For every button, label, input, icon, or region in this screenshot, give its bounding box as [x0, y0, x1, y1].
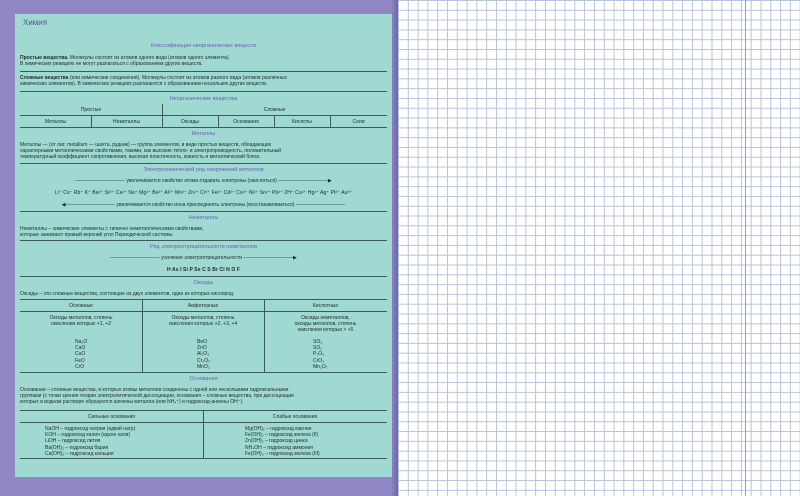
- oxides-acidic-desc-2: оксиды металлов, степень: [294, 321, 357, 328]
- oxides-basic-desc-2: окисления которых +1, +2: [51, 321, 111, 328]
- complex-text-2: химических элементов). В химических реакциях разлагаются с образованием нескольких других веществ.: [20, 81, 268, 88]
- oxides-basic-desc: [20, 315, 142, 327]
- metals-text-2: характерными металлическими свойствами, такими, как высокие тепло- и электропроводность, положительный: [20, 148, 282, 155]
- simple-column-header: Простые: [80, 107, 102, 113]
- classification-heading: Классификация неорганических веществ: [150, 43, 257, 49]
- divider: [218, 115, 219, 127]
- divider: [20, 127, 387, 128]
- substance-metals: Металлы: [44, 119, 67, 125]
- substances-heading: Неорганические вещества: [169, 96, 238, 102]
- divider: [274, 115, 275, 127]
- substance-nonmetals: Неметаллы: [113, 119, 140, 125]
- divider: [330, 115, 331, 127]
- oxides-text: Оксиды – это сложные вещества, состоящие из двух элементов, один из которых кислород.: [20, 291, 235, 297]
- divider: [142, 299, 143, 372]
- divider: [20, 91, 387, 92]
- metals-text-3: температурный коэффициент сопротивления, высокая пластичность, ковкость и металлический блеск.: [20, 154, 261, 161]
- arrow-right-icon: ──────────────▶: [278, 178, 332, 184]
- oxides-acidic-desc-1: Оксиды неметаллов,: [301, 315, 350, 321]
- substance-salts: Соли: [352, 119, 365, 125]
- arrow-right-icon: ──────────────▶: [243, 255, 297, 261]
- oxides-acidic-desc: [264, 315, 387, 334]
- substance-oxides: Оксиды: [181, 119, 199, 125]
- oxides-basic-examples: Na₂O CaO CuO FeO CrO: [75, 339, 88, 370]
- divider: [20, 71, 387, 72]
- substance-bases: Основания: [233, 119, 259, 125]
- divider: [162, 104, 163, 127]
- graph-paper-page: [398, 0, 800, 496]
- divider: [20, 240, 387, 241]
- page-title: Химия: [23, 18, 48, 27]
- simple-text-1: Молекулы состоят из атомов одного вида (атомов одного элемента).: [68, 55, 230, 61]
- oxides-acidic-desc-3: окисления которых > +5: [297, 327, 354, 334]
- oxides-amphoteric-desc-2: окисления которых +2, +3, +4: [168, 321, 238, 328]
- electronegativity-series: H As I Si P Se C S Br Cl N O F: [166, 267, 241, 273]
- metals-text: [20, 142, 387, 161]
- divider: [20, 163, 387, 164]
- series-heading: Электрохимический ряд напряжений металлов: [143, 167, 264, 173]
- divider: [20, 311, 387, 312]
- electronegativity-heading: Ряд электроотрицательности неметаллов: [149, 244, 258, 250]
- electronegativity-arrow: [20, 255, 387, 261]
- oxides-basic-desc-1: Оксиды металлов, степень: [49, 315, 113, 321]
- electrochemical-series: Li⁺ Cs⁺ Rb⁺ K⁺ Ba²⁺ Sr²⁺ Ca²⁺ Na⁺ Mg²⁺ Be²⁺ Al³⁺ Mn²⁺ Zn²⁺ Cr³⁺ Fe²⁺ Cd²⁺ Co²⁺ Ni²⁺ Sn²⁺ Pb²⁺ 2H⁺ Cu²⁺ Hg²⁺ Ag⁺ Pt²⁺ Au³⁺: [54, 190, 353, 196]
- simple-term: Простые вещества.: [20, 55, 69, 61]
- oxides-amphoteric-desc-1: Оксиды металлов, степень: [171, 315, 235, 321]
- bases-heading: Основания: [189, 376, 218, 382]
- arrow-line-icon: ──────────────: [295, 202, 346, 208]
- substance-acids: Кислоты: [292, 119, 312, 125]
- series-arrow-bottom: [20, 202, 387, 208]
- oxides-basic-header: Основные: [69, 303, 93, 309]
- divider: [20, 115, 387, 116]
- series-arrow-top: [20, 178, 387, 184]
- metals-text-1: Металлы — (от лат. metallum — шахта, рудник) — группа элементов, в виде простых веществ, обладающих: [20, 142, 272, 148]
- oxides-heading: Оксиды: [193, 280, 214, 286]
- oxides-acidic-header: Кислотные: [312, 303, 339, 309]
- strong-bases-list: NaOH – гидроксид натрия (едкий натр) KOH – гидроксид калия (едкое кали) LiOH – гидроксид лития Ba(OH)₂ – гидроксид бария Ca(OH)₂ – гидроксид кальция: [45, 426, 136, 457]
- oxides-acidic-examples: SO₃ SO₂ P₂O₅ CrO₃ Mn₂O₇: [313, 339, 328, 370]
- complex-substances-text: [20, 75, 387, 87]
- divider: [264, 299, 265, 372]
- series-arrow-top-label: увеличивается свойство атома отдавать электроны (окисляться): [126, 178, 277, 184]
- arrow-line-icon: ──────────────: [110, 255, 160, 261]
- nonmetals-text-2: которые занимают правый верхний угол Периодической системы.: [20, 232, 174, 239]
- simple-text-2: В химических реакциях не могут разлагаться с образованием других веществ.: [20, 61, 203, 68]
- complex-term: Сложные вещества: [20, 75, 69, 81]
- bases-text-3: которых в водном растворе образуются катионы металла (или NH₄⁺) и гидроксид-анионы OH⁻).: [20, 399, 244, 406]
- nonmetals-heading: Неметаллы: [188, 215, 219, 221]
- metals-heading: Металлы: [191, 131, 216, 137]
- nonmetals-text: [20, 226, 387, 238]
- complex-text-1: (или химические соединения). Молекулы состоят из атомов разного вида (атомов различных: [68, 75, 288, 81]
- divider: [20, 211, 387, 212]
- bases-text-2: группами (с точки зрения теории электролитической диссоциации, основания – сложные вещества, при диссоциации: [20, 393, 294, 400]
- arrow-line-icon: ──────────────: [75, 178, 125, 184]
- arrow-left-icon: ◀──────────────: [61, 202, 116, 208]
- divider: [203, 410, 204, 458]
- complex-column-header: Сложные: [263, 107, 286, 113]
- title-bar: [15, 14, 392, 34]
- bases-text-1: Основания – сложные вещества, в которых атомы металлов соединены с одной или несколькими гидроксильными: [20, 387, 289, 393]
- bases-text: [20, 387, 387, 406]
- divider: [20, 276, 387, 277]
- weak-bases-list: Mg(OH)₂ – гидроксид магния Fe(OH)₂ – гидроксид железа (II) Zn(OH)₂ – гидроксид цинка NH₄OH – гидроксид аммония Fe(OH)₃ – гидроксид железа (III): [245, 426, 320, 457]
- weak-bases-header: Слабые основания: [272, 414, 318, 420]
- nonmetals-text-1: Неметаллы – химические элементы с типично неметаллическими свойствами,: [20, 226, 204, 232]
- chemistry-reference-sheet: [15, 14, 392, 477]
- divider: [20, 299, 387, 300]
- simple-substances-text: [20, 55, 387, 67]
- divider: [20, 372, 387, 373]
- series-arrow-bottom-label: увеличивается свойство иона присоединять электроны (восстанавливаться): [116, 202, 295, 208]
- strong-bases-header: Сильные основания: [88, 414, 135, 420]
- oxides-amphoteric-desc: [142, 315, 264, 327]
- divider: [20, 458, 387, 459]
- oxides-amphoteric-examples: BeO ZnO Al₂O₃ Cr₂O₃ MnO₂: [197, 339, 211, 370]
- margin-line: [745, 0, 746, 496]
- oxides-amphoteric-header: Амфотерные: [187, 303, 219, 309]
- electronegativity-arrow-label: усиление электроотрицательности: [161, 255, 243, 261]
- divider: [91, 115, 92, 127]
